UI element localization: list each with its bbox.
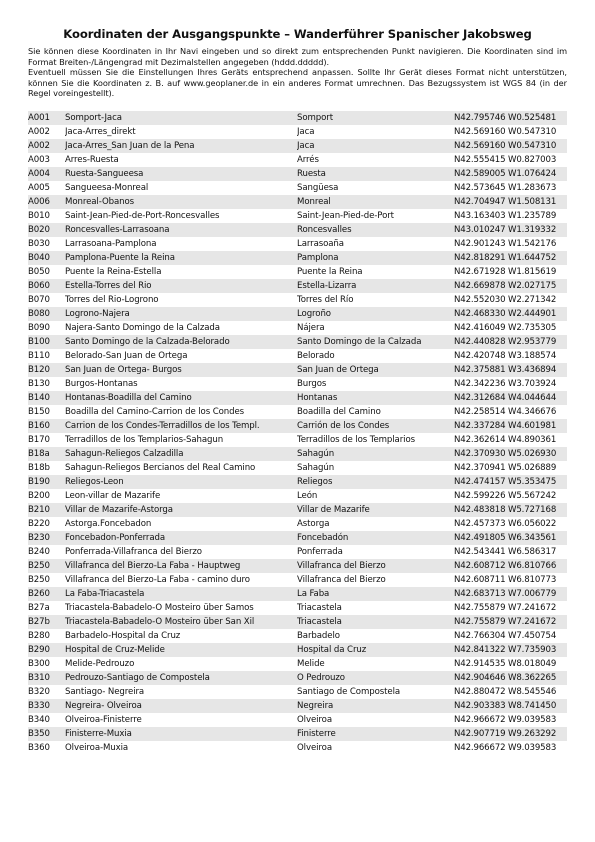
route-cell: Triacastela-Babadelo-O Mosteiro über Samos (65, 603, 254, 613)
table-row (28, 391, 567, 405)
stage-id-cell: A002 (28, 141, 50, 151)
table-row (28, 237, 567, 251)
coordinates-cell: N42.312684 W4.044644 (454, 393, 557, 403)
table-row (28, 671, 567, 685)
stage-id-cell: A003 (28, 155, 50, 165)
coordinates-cell: N42.901243 W1.542176 (454, 239, 557, 249)
table-row (28, 559, 567, 573)
intro-paragraph-1: Sie können diese Koordinaten in Ihr Navi eingeben und so direkt zum entsprechenden Punkt navigieren. Die Koordinaten sind im Format Breiten-/Längengrad mit Dezimalstellen angegeben (hddd.ddddd). (28, 46, 567, 67)
coordinates-cell: N42.671928 W1.815619 (454, 267, 557, 277)
stage-id-cell: B27b (28, 617, 50, 627)
table-row (28, 307, 567, 321)
route-cell: Larrasoana-Pamplona (65, 239, 157, 249)
table-row (28, 111, 567, 125)
route-cell: Pamplona-Puente la Reina (65, 253, 175, 263)
table-row (28, 699, 567, 713)
stage-id-cell: B170 (28, 435, 50, 445)
table-row (28, 685, 567, 699)
coordinates-cell: N42.669878 W2.027175 (454, 281, 557, 291)
stage-id-cell: B27a (28, 603, 50, 613)
coordinates-cell: N42.420748 W3.188574 (454, 351, 557, 361)
start-point-cell: Villafranca del Bierzo (297, 561, 386, 571)
stage-id-cell: B220 (28, 519, 50, 529)
start-point-cell: Carrión de los Condes (297, 421, 390, 431)
route-cell: Sangueesa-Monreal (65, 183, 149, 193)
table-row (28, 419, 567, 433)
coordinates-cell: N42.818291 W1.644752 (454, 253, 557, 263)
coordinates-cell: N42.755879 W7.241672 (454, 617, 557, 627)
stage-id-cell: A005 (28, 183, 50, 193)
coordinates-cell: N42.569160 W0.547310 (454, 141, 557, 151)
route-cell: Carrion de los Condes-Terradillos de los Templ. (65, 421, 260, 431)
route-cell: San Juan de Ortega- Burgos (65, 365, 182, 375)
stage-id-cell: B250 (28, 561, 50, 571)
intro-text (28, 46, 567, 99)
route-cell: Ruesta-Sangueesa (65, 169, 144, 179)
start-point-cell: Ponferrada (297, 547, 343, 557)
route-cell: Burgos-Hontanas (65, 379, 138, 389)
stage-id-cell: B050 (28, 267, 50, 277)
route-cell: Melide-Pedrouzo (65, 659, 135, 669)
table-row (28, 741, 567, 755)
stage-id-cell: B110 (28, 351, 50, 361)
coordinates-cell: N42.552030 W2.271342 (454, 295, 557, 305)
coordinates-cell: N42.457373 W6.056022 (454, 519, 557, 529)
coordinates-cell: N42.362614 W4.890361 (454, 435, 557, 445)
route-cell: Najera-Santo Domingo de la Calzada (65, 323, 220, 333)
table-row (28, 433, 567, 447)
stage-id-cell: A006 (28, 197, 50, 207)
stage-id-cell: B030 (28, 239, 50, 249)
coordinates-cell: N42.841322 W7.735903 (454, 645, 557, 655)
coordinates-cell: N42.573645 W1.283673 (454, 183, 557, 193)
start-point-cell: Terradillos de los Templarios (297, 435, 415, 445)
route-cell: Santo Domingo de la Calzada-Belorado (65, 337, 230, 347)
table-row (28, 293, 567, 307)
start-point-cell: Olveiroa (297, 743, 332, 753)
stage-id-cell: B310 (28, 673, 50, 683)
table-row (28, 573, 567, 587)
route-cell: Barbadelo-Hospital da Cruz (65, 631, 181, 641)
route-cell: Olveiroa-Muxia (65, 743, 129, 753)
route-cell: Sahagun-Reliegos Bercianos del Real Camino (65, 463, 256, 473)
start-point-cell: Puente la Reina (297, 267, 363, 277)
table-row (28, 209, 567, 223)
route-cell: Villafranca del Bierzo-La Faba - Hauptweg (65, 561, 241, 571)
start-point-cell: Boadilla del Camino (297, 407, 381, 417)
table-row (28, 363, 567, 377)
start-point-cell: Triacastela (297, 603, 342, 613)
route-cell: Astorga.Foncebadon (65, 519, 152, 529)
coordinates-cell: N42.370941 W5.026889 (454, 463, 557, 473)
stage-id-cell: B080 (28, 309, 50, 319)
coordinates-cell: N42.608712 W6.810766 (454, 561, 557, 571)
table-row (28, 615, 567, 629)
coordinates-table (28, 111, 567, 755)
stage-id-cell: B160 (28, 421, 50, 431)
stage-id-cell: B200 (28, 491, 50, 501)
table-row (28, 601, 567, 615)
start-point-cell: Arrés (297, 155, 319, 165)
table-row (28, 223, 567, 237)
stage-id-cell: A001 (28, 113, 50, 123)
start-point-cell: Sangüesa (297, 183, 339, 193)
route-cell: La Faba-Triacastela (65, 589, 145, 599)
table-row (28, 629, 567, 643)
start-point-cell: Sahagún (297, 449, 335, 459)
stage-id-cell: B090 (28, 323, 50, 333)
table-row (28, 251, 567, 265)
route-cell: Foncebadon-Ponferrada (65, 533, 166, 543)
table-row (28, 643, 567, 657)
table-row (28, 713, 567, 727)
route-cell: Pedrouzo-Santiago de Compostela (65, 673, 210, 683)
route-cell: Hontanas-Boadilla del Camino (65, 393, 192, 403)
page-title: Koordinaten der Ausgangspunkte – Wanderführer Spanischer Jakobsweg (63, 27, 532, 41)
start-point-cell: Jaca (297, 141, 315, 151)
coordinates-cell: N42.903383 W8.741450 (454, 701, 557, 711)
table-row (28, 657, 567, 671)
coordinates-cell: N42.966672 W9.039583 (454, 743, 557, 753)
table-row (28, 531, 567, 545)
coordinates-cell: N43.010247 W1.319332 (454, 225, 557, 235)
table-row (28, 503, 567, 517)
coordinates-cell: N42.440828 W2.953779 (454, 337, 557, 347)
route-cell: Torres del Rio-Logrono (65, 295, 159, 305)
stage-id-cell: B240 (28, 547, 50, 557)
coordinates-cell: N42.342236 W3.703924 (454, 379, 557, 389)
table-row (28, 279, 567, 293)
start-point-cell: Larrasoaña (297, 239, 344, 249)
coordinates-cell: N42.704947 W1.508131 (454, 197, 557, 207)
route-cell: Belorado-San Juan de Ortega (65, 351, 188, 361)
stage-id-cell: B150 (28, 407, 50, 417)
start-point-cell: Villafranca del Bierzo (297, 575, 386, 585)
coordinates-cell: N42.599226 W5.567242 (454, 491, 557, 501)
start-point-cell: León (297, 491, 318, 501)
coordinates-cell: N42.543441 W6.586317 (454, 547, 557, 557)
route-cell: Arres-Ruesta (65, 155, 119, 165)
stage-id-cell: B020 (28, 225, 50, 235)
route-cell: Triacastela-Babadelo-O Mosteiro über San Xil (65, 617, 255, 627)
start-point-cell: Barbadelo (297, 631, 340, 641)
start-point-cell: La Faba (297, 589, 330, 599)
table-row (28, 727, 567, 741)
table-row (28, 265, 567, 279)
table-row (28, 447, 567, 461)
route-cell: Saint-Jean-Pied-de-Port-Roncesvalles (65, 211, 220, 221)
start-point-cell: Finisterre (297, 729, 336, 739)
coordinates-cell: N42.966672 W9.039583 (454, 715, 557, 725)
stage-id-cell: B070 (28, 295, 50, 305)
start-point-cell: Ruesta (297, 169, 326, 179)
start-point-cell: Torres del Río (297, 295, 354, 305)
coordinates-cell: N42.416049 W2.735305 (454, 323, 557, 333)
route-cell: Estella-Torres del Rio (65, 281, 152, 291)
coordinates-cell: N42.370930 W5.026930 (454, 449, 557, 459)
table-row (28, 321, 567, 335)
stage-id-cell: B290 (28, 645, 50, 655)
coordinates-cell: N42.337284 W4.601981 (454, 421, 557, 431)
start-point-cell: Negreira (297, 701, 334, 711)
route-cell: Boadilla del Camino-Carrion de los Condes (65, 407, 245, 417)
table-row (28, 335, 567, 349)
table-row (28, 405, 567, 419)
coordinates-cell: N42.258514 W4.346676 (454, 407, 557, 417)
table-row (28, 517, 567, 531)
route-cell: Ponferrada-Villafranca del Bierzo (65, 547, 202, 557)
coordinates-cell: N42.907719 W9.263292 (454, 729, 557, 739)
stage-id-cell: B010 (28, 211, 50, 221)
route-cell: Villar de Mazarife-Astorga (65, 505, 173, 515)
stage-id-cell: B190 (28, 477, 50, 487)
start-point-cell: Jaca (297, 127, 315, 137)
stage-id-cell: B140 (28, 393, 50, 403)
table-row (28, 489, 567, 503)
start-point-cell: Foncebadón (297, 533, 349, 543)
table-row (28, 195, 567, 209)
route-cell: Sahagun-Reliegos Calzadilla (65, 449, 184, 459)
start-point-cell: San Juan de Ortega (297, 365, 379, 375)
start-point-cell: Estella-Lizarra (297, 281, 357, 291)
route-cell: Jaca-Arres_direkt (65, 127, 136, 137)
coordinates-cell: N42.683713 W7.006779 (454, 589, 557, 599)
stage-id-cell: B230 (28, 533, 50, 543)
table-row (28, 475, 567, 489)
start-point-cell: O Pedrouzo (297, 673, 345, 683)
start-point-cell: Astorga (297, 519, 330, 529)
table-row (28, 377, 567, 391)
start-point-cell: Monreal (297, 197, 331, 207)
stage-id-cell: B350 (28, 729, 50, 739)
route-cell: Roncesvalles-Larrasoana (65, 225, 170, 235)
table-row (28, 139, 567, 153)
coordinates-cell: N42.608711 W6.810773 (454, 575, 557, 585)
coordinates-cell: N42.555415 W0.827003 (454, 155, 557, 165)
stage-id-cell: B120 (28, 365, 50, 375)
coordinates-cell: N42.755879 W7.241672 (454, 603, 557, 613)
route-cell: Somport-Jaca (65, 113, 122, 123)
route-cell: Monreal-Obanos (65, 197, 135, 207)
start-point-cell: Santo Domingo de la Calzada (297, 337, 422, 347)
table-row (28, 167, 567, 181)
table-row (28, 349, 567, 363)
stage-id-cell: B330 (28, 701, 50, 711)
start-point-cell: Roncesvalles (297, 225, 352, 235)
coordinates-cell: N42.880472 W8.545546 (454, 687, 557, 697)
route-cell: Puente la Reina-Estella (65, 267, 162, 277)
stage-id-cell: B260 (28, 589, 50, 599)
table-row (28, 461, 567, 475)
start-point-cell: Belorado (297, 351, 335, 361)
coordinates-cell: N42.491805 W6.343561 (454, 533, 557, 543)
stage-id-cell: B300 (28, 659, 50, 669)
start-point-cell: Saint-Jean-Pied-de-Port (297, 211, 394, 221)
table-row (28, 153, 567, 167)
coordinates-cell: N42.474157 W5.353475 (454, 477, 557, 487)
start-point-cell: Somport (297, 113, 333, 123)
start-point-cell: Reliegos (297, 477, 333, 487)
coordinates-cell: N42.589005 W1.076424 (454, 169, 557, 179)
stage-id-cell: B320 (28, 687, 50, 697)
table-row (28, 587, 567, 601)
start-point-cell: Olveiroa (297, 715, 332, 725)
stage-id-cell: B280 (28, 631, 50, 641)
coordinates-cell: N42.569160 W0.547310 (454, 127, 557, 137)
table-row (28, 545, 567, 559)
start-point-cell: Pamplona (297, 253, 339, 263)
start-point-cell: Triacastela (297, 617, 342, 627)
start-point-cell: Melide (297, 659, 325, 669)
start-point-cell: Hontanas (297, 393, 338, 403)
start-point-cell: Santiago de Compostela (297, 687, 401, 697)
stage-id-cell: B18b (28, 463, 50, 473)
stage-id-cell: B340 (28, 715, 50, 725)
route-cell: Negreira- Olveiroa (65, 701, 142, 711)
stage-id-cell: B100 (28, 337, 50, 347)
route-cell: Reliegos-Leon (65, 477, 124, 487)
route-cell: Villafranca del Bierzo-La Faba - camino duro (65, 575, 250, 585)
stage-id-cell: A002 (28, 127, 50, 137)
coordinates-cell: N42.766304 W7.450754 (454, 631, 557, 641)
route-cell: Hospital de Cruz-Melide (65, 645, 165, 655)
route-cell: Olveiroa-Finisterre (65, 715, 142, 725)
stage-id-cell: B060 (28, 281, 50, 291)
coordinates-cell: N43.163403 W1.235789 (454, 211, 557, 221)
coordinates-cell: N42.483818 W5.727168 (454, 505, 557, 515)
stage-id-cell: B18a (28, 449, 50, 459)
stage-id-cell: B130 (28, 379, 50, 389)
route-cell: Terradillos de los Templarios-Sahagun (65, 435, 224, 445)
intro-paragraph-2: Eventuell müssen Sie die Einstellungen Ihres Geräts entsprechend anpassen. Sollte Ihr Gerät dieses Format nicht unterstützen, können Sie die Koordinaten z. B. auf www.geoplaner.de in ein anderes Format umrechnen. Das Bezugssystem ist WGS 84 (in der Regel voreingestellt). (28, 67, 567, 99)
route-cell: Santiago- Negreira (65, 687, 145, 697)
stage-id-cell: B360 (28, 743, 50, 753)
table-row (28, 125, 567, 139)
route-cell: Jaca-Arres_San Juan de la Pena (65, 141, 195, 151)
start-point-cell: Sahagún (297, 463, 335, 473)
coordinates-cell: N42.904646 W8.362265 (454, 673, 557, 683)
stage-id-cell: B040 (28, 253, 50, 263)
coordinates-cell: N42.795746 W0.525481 (454, 113, 557, 123)
start-point-cell: Nájera (297, 323, 325, 333)
start-point-cell: Villar de Mazarife (297, 505, 370, 515)
start-point-cell: Burgos (297, 379, 327, 389)
stage-id-cell: B210 (28, 505, 50, 515)
stage-id-cell: A004 (28, 169, 50, 179)
table-row (28, 181, 567, 195)
route-cell: Leon-villar de Mazarife (65, 491, 161, 501)
start-point-cell: Logroño (297, 309, 331, 319)
stage-id-cell: B250 (28, 575, 50, 585)
coordinates-cell: N42.914535 W8.018049 (454, 659, 557, 669)
route-cell: Logrono-Najera (65, 309, 130, 319)
coordinates-cell: N42.375881 W3.436894 (454, 365, 557, 375)
route-cell: Finisterre-Muxia (65, 729, 132, 739)
start-point-cell: Hospital da Cruz (297, 645, 367, 655)
coordinates-cell: N42.468330 W2.444901 (454, 309, 557, 319)
